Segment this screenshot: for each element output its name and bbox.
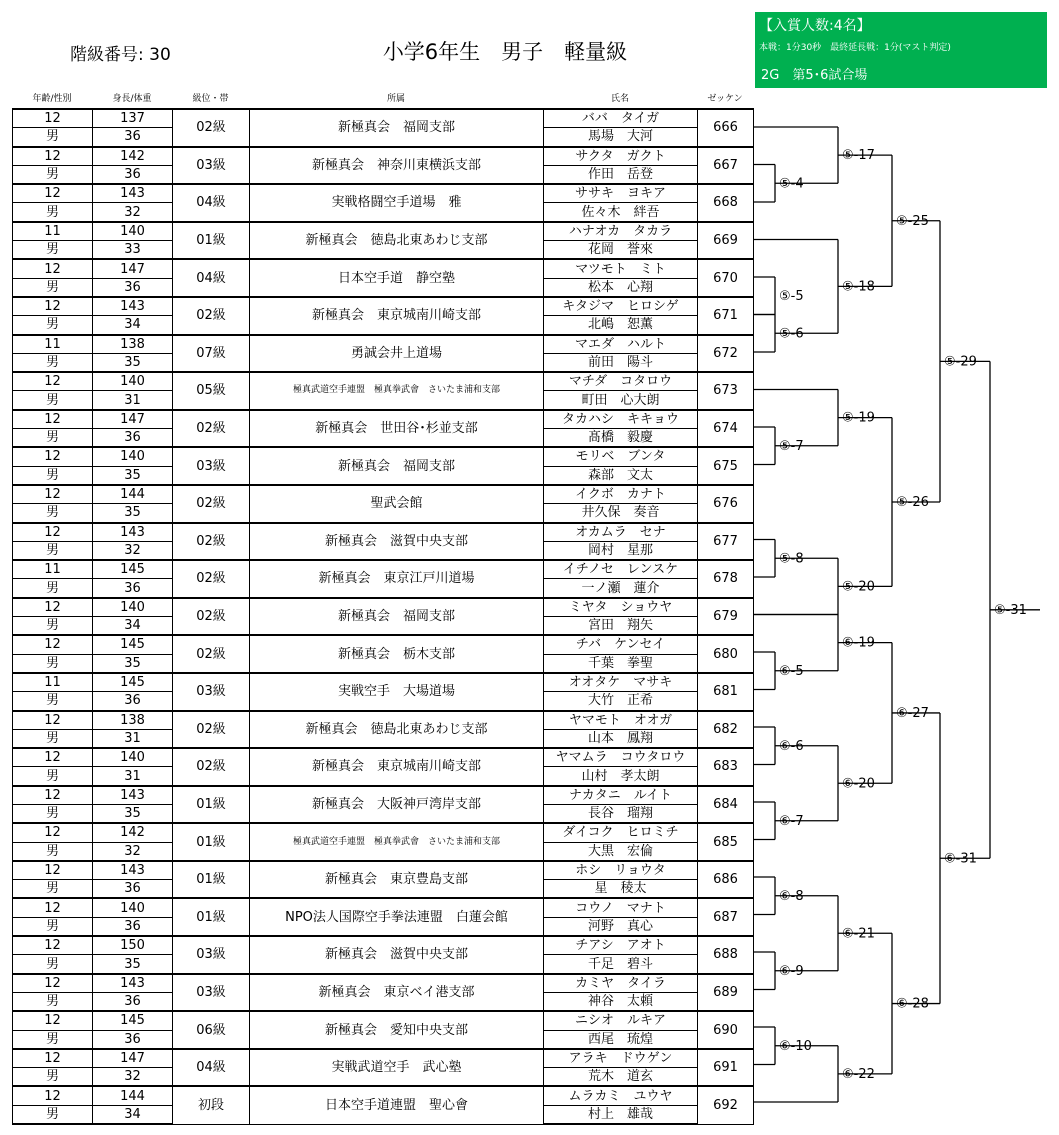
entry-weight: 35 — [93, 654, 173, 673]
entry-age: 12 — [13, 748, 93, 767]
entry-name-kana: ダイコク ヒロミチ — [544, 823, 698, 842]
entry-rank: 02級 — [173, 523, 250, 561]
entry-age: 12 — [13, 523, 93, 542]
col-header-affiliation: 所属 — [386, 94, 405, 104]
prize-count: 【入賞人数:4名】 — [759, 18, 871, 34]
entry-affiliation: 極真武道空手連盟 極真拳武會 さいたま浦和支部 — [250, 823, 544, 861]
entry-name-kanji: 井久保 奏音 — [544, 504, 698, 523]
match-label-m-5-20: ⑤-20 — [842, 579, 875, 595]
entry-rank: 04級 — [173, 184, 250, 222]
match-label-m-5-8: ⑤-8 — [779, 551, 804, 567]
entry-age: 12 — [13, 936, 93, 955]
entry-height: 140 — [93, 447, 173, 466]
entry-bib: 666 — [698, 109, 754, 147]
entry-weight: 36 — [93, 278, 173, 297]
entry-bib: 681 — [698, 673, 754, 711]
entry-weight: 36 — [93, 128, 173, 147]
entry-height: 138 — [93, 335, 173, 354]
entry-sex: 男 — [13, 391, 93, 410]
entry-bib: 680 — [698, 635, 754, 673]
entry-height: 142 — [93, 823, 173, 842]
entry-sex: 男 — [13, 880, 93, 899]
entry-rank: 06級 — [173, 1011, 250, 1049]
entry-name-kanji: 花岡 誉來 — [544, 241, 698, 260]
entry-bib: 687 — [698, 898, 754, 936]
entry-rank: 02級 — [173, 560, 250, 598]
entry-affiliation: 新極真会 東京ベイ港支部 — [250, 974, 544, 1012]
entry-bib: 689 — [698, 974, 754, 1012]
entry-weight: 36 — [93, 165, 173, 184]
entry-age: 12 — [13, 711, 93, 730]
entry-age: 12 — [13, 861, 93, 880]
entry-height: 137 — [93, 109, 173, 128]
match-label-m-6-31b: ⑥-31 — [944, 851, 977, 867]
entry-bib: 691 — [698, 1049, 754, 1087]
match-label-m-5-26: ⑤-26 — [896, 495, 929, 510]
entry-height: 150 — [93, 936, 173, 955]
entry-affiliation: 新極真会 東京城南川崎支部 — [250, 297, 544, 335]
entry-age: 12 — [13, 1049, 93, 1068]
entry-name-kana: ミヤタ ショウヤ — [544, 598, 698, 617]
entry-weight: 34 — [93, 1105, 173, 1124]
entry-sex: 男 — [13, 165, 93, 184]
entry-age: 12 — [13, 485, 93, 504]
class-number-value: 30 — [149, 45, 171, 65]
entry-rank: 02級 — [173, 635, 250, 673]
entry-affiliation: 聖武会館 — [250, 485, 544, 523]
match-rules: 本戦：1分30秒 最終延長戦：1分(マスト判定) — [759, 43, 951, 53]
entry-weight: 36 — [93, 917, 173, 936]
entry-affiliation: 新極真会 福岡支部 — [250, 109, 544, 147]
entry-name-kana: サクタ ガクト — [544, 147, 698, 166]
entry-height: 143 — [93, 184, 173, 203]
entry-age: 12 — [13, 898, 93, 917]
entry-name-kana: ババ タイガ — [544, 109, 698, 128]
entry-bib: 683 — [698, 748, 754, 786]
entry-bib: 669 — [698, 222, 754, 260]
entry-name-kanji: 河野 真心 — [544, 917, 698, 936]
class-number-label: 階級番号: — [70, 45, 144, 65]
venue: 2G 第5･6試合場 — [761, 68, 868, 83]
col-header-height-weight: 身長/体重 — [112, 94, 152, 104]
entry-affiliation: 日本空手道 静空塾 — [250, 259, 544, 297]
entry-name-kanji: 髙橋 毅慶 — [544, 429, 698, 448]
entry-sex: 男 — [13, 579, 93, 598]
entry-weight: 32 — [93, 541, 173, 560]
entry-name-kanji: 北嶋 恕薫 — [544, 316, 698, 335]
entry-affiliation: 新極真会 東京城南川崎支部 — [250, 748, 544, 786]
entry-rank: 02級 — [173, 109, 250, 147]
entry-rank: 01級 — [173, 222, 250, 260]
entry-name-kana: ササキ ヨキア — [544, 184, 698, 203]
entry-rank: 01級 — [173, 823, 250, 861]
match-label-m-6-5: ⑥-5 — [779, 663, 804, 679]
entry-name-kana: モリベ ブンタ — [544, 447, 698, 466]
entry-rank: 01級 — [173, 861, 250, 899]
entry-rank: 02級 — [173, 485, 250, 523]
entry-age: 12 — [13, 372, 93, 391]
entry-height: 144 — [93, 1086, 173, 1105]
entry-name-kanji: 千足 碧斗 — [544, 955, 698, 974]
entry-affiliation: 実戦格闘空手道場 雅 — [250, 184, 544, 222]
match-label-m-6-20: ⑥-20 — [842, 776, 875, 792]
entry-rank: 03級 — [173, 673, 250, 711]
entry-rank: 01級 — [173, 898, 250, 936]
entry-age: 11 — [13, 335, 93, 354]
entry-bib: 685 — [698, 823, 754, 861]
entry-affiliation: 新極真会 世田谷･杉並支部 — [250, 410, 544, 448]
match-label-m-6-21: ⑥-21 — [842, 926, 875, 942]
entry-weight: 36 — [93, 429, 173, 448]
entry-sex: 男 — [13, 1068, 93, 1087]
entry-bib: 690 — [698, 1011, 754, 1049]
entry-rank: 03級 — [173, 447, 250, 485]
entry-bib: 667 — [698, 147, 754, 185]
entry-age: 12 — [13, 598, 93, 617]
entry-name-kana: マツモト ミト — [544, 259, 698, 278]
entry-name-kanji: 村上 雄哉 — [544, 1105, 698, 1124]
col-header-age-sex: 年齢/性別 — [32, 94, 72, 104]
entry-rank: 初段 — [173, 1086, 250, 1124]
entry-height: 140 — [93, 598, 173, 617]
entry-height: 143 — [93, 786, 173, 805]
match-label-m-6-6: ⑥-6 — [779, 738, 804, 754]
entry-name-kana: オオタケ マサキ — [544, 673, 698, 692]
match-label-m-5-6: ⑤-6 — [779, 326, 804, 342]
entry-weight: 32 — [93, 1068, 173, 1087]
entry-age: 12 — [13, 1086, 93, 1105]
entry-bib: 692 — [698, 1086, 754, 1124]
entry-height: 145 — [93, 560, 173, 579]
entry-affiliation: 新極真会 徳島北東あわじ支部 — [250, 711, 544, 749]
entry-sex: 男 — [13, 955, 93, 974]
entry-height: 147 — [93, 259, 173, 278]
entry-affiliation: 新極真会 愛知中央支部 — [250, 1011, 544, 1049]
entry-rank: 01級 — [173, 786, 250, 824]
entry-name-kana: ニシオ ルキア — [544, 1011, 698, 1030]
entry-name-kanji: 岡村 星那 — [544, 541, 698, 560]
entry-rank: 02級 — [173, 410, 250, 448]
entry-name-kana: オカムラ セナ — [544, 523, 698, 542]
entry-name-kana: イクボ カナト — [544, 485, 698, 504]
entry-name-kana: ムラカミ ユウヤ — [544, 1086, 698, 1105]
entry-affiliation: 勇誠会井上道場 — [250, 335, 544, 373]
entry-sex: 男 — [13, 128, 93, 147]
entry-sex: 男 — [13, 804, 93, 823]
entry-affiliation: 新極真会 東京豊島支部 — [250, 861, 544, 899]
entry-name-kana: マエダ ハルト — [544, 335, 698, 354]
entry-bib: 677 — [698, 523, 754, 561]
entry-sex: 男 — [13, 353, 93, 372]
entry-bib: 673 — [698, 372, 754, 410]
entry-name-kana: キタジマ ヒロシゲ — [544, 297, 698, 316]
match-label-m-5-29: ⑤-29 — [944, 354, 977, 370]
entry-bib: 688 — [698, 936, 754, 974]
entry-affiliation: 新極真会 神奈川東横浜支部 — [250, 147, 544, 185]
entry-sex: 男 — [13, 1030, 93, 1049]
entry-weight: 36 — [93, 692, 173, 711]
entry-name-kana: カミヤ タイラ — [544, 974, 698, 993]
match-label-m-5-31: ⑤-31 — [994, 602, 1027, 618]
entry-age: 12 — [13, 297, 93, 316]
entry-height: 145 — [93, 635, 173, 654]
match-label-m-6-19: ⑥-19 — [842, 635, 875, 651]
entry-affiliation: 新極真会 徳島北東あわじ支部 — [250, 222, 544, 260]
match-label-m-5-19: ⑤-19 — [842, 410, 875, 426]
entry-rank: 02級 — [173, 748, 250, 786]
entry-name-kanji: 馬場 大河 — [544, 128, 698, 147]
entry-weight: 31 — [93, 391, 173, 410]
entry-age: 11 — [13, 560, 93, 579]
entry-height: 140 — [93, 748, 173, 767]
entry-sex: 男 — [13, 917, 93, 936]
entry-age: 12 — [13, 823, 93, 842]
entry-height: 140 — [93, 222, 173, 241]
entry-name-kanji: 荒木 道玄 — [544, 1068, 698, 1087]
entry-name-kanji: 山村 孝太朗 — [544, 767, 698, 786]
entry-name-kanji: 松本 心翔 — [544, 278, 698, 297]
entry-name-kana: コウノ マナト — [544, 898, 698, 917]
entry-weight: 35 — [93, 353, 173, 372]
entry-weight: 31 — [93, 767, 173, 786]
entry-affiliation: 実戦武道空手 武心塾 — [250, 1049, 544, 1087]
entry-name-kanji: 宮田 翔矢 — [544, 617, 698, 636]
entry-weight: 35 — [93, 955, 173, 974]
entry-sex: 男 — [13, 617, 93, 636]
entry-weight: 34 — [93, 316, 173, 335]
entry-rank: 02級 — [173, 297, 250, 335]
entry-age: 12 — [13, 259, 93, 278]
entry-bib: 668 — [698, 184, 754, 222]
entry-weight: 36 — [93, 1030, 173, 1049]
entry-bib: 676 — [698, 485, 754, 523]
entry-affiliation: 新極真会 滋賀中央支部 — [250, 523, 544, 561]
entry-rank: 02級 — [173, 711, 250, 749]
entry-affiliation: 新極真会 栃木支部 — [250, 635, 544, 673]
entry-sex: 男 — [13, 466, 93, 485]
entry-weight: 35 — [93, 504, 173, 523]
col-header-bib: ゼッケン — [707, 94, 743, 104]
entry-name-kana: アラキ ドウゲン — [544, 1049, 698, 1068]
match-label-m-5-5: ⑤-5 — [779, 288, 804, 304]
entry-sex: 男 — [13, 241, 93, 260]
entry-weight: 35 — [93, 466, 173, 485]
entry-name-kana: ホシ リョウタ — [544, 861, 698, 880]
entry-name-kanji: 作田 岳登 — [544, 165, 698, 184]
entry-height: 143 — [93, 974, 173, 993]
entry-affiliation: NPO法人国際空手拳法連盟 白蓮会館 — [250, 898, 544, 936]
entry-height: 147 — [93, 410, 173, 429]
entry-sex: 男 — [13, 1105, 93, 1124]
entry-age: 12 — [13, 635, 93, 654]
match-label-m-5-7: ⑤-7 — [779, 438, 804, 454]
entry-name-kanji: 大黒 宏倫 — [544, 842, 698, 861]
entry-height: 138 — [93, 711, 173, 730]
entry-bib: 678 — [698, 560, 754, 598]
entry-sex: 男 — [13, 316, 93, 335]
entry-name-kanji: 山本 鳳翔 — [544, 729, 698, 748]
entry-age: 12 — [13, 109, 93, 128]
entry-bib: 684 — [698, 786, 754, 824]
entry-bib: 682 — [698, 711, 754, 749]
entry-name-kana: チアシ アオト — [544, 936, 698, 955]
entry-sex: 男 — [13, 729, 93, 748]
entry-height: 142 — [93, 147, 173, 166]
entry-name-kana: ハナオカ タカラ — [544, 222, 698, 241]
entry-age: 11 — [13, 222, 93, 241]
col-header-name: 氏名 — [610, 94, 629, 104]
entry-bib: 671 — [698, 297, 754, 335]
entry-bib: 675 — [698, 447, 754, 485]
entry-affiliation: 新極真会 滋賀中央支部 — [250, 936, 544, 974]
entry-name-kanji: 前田 陽斗 — [544, 353, 698, 372]
entry-name-kana: ナカタニ ルイト — [544, 786, 698, 805]
col-header-rank: 級位・帯 — [192, 94, 229, 104]
entry-name-kanji: 大竹 正希 — [544, 692, 698, 711]
entry-affiliation: 極真武道空手連盟 極真拳武會 さいたま浦和支部 — [250, 372, 544, 410]
entry-age: 12 — [13, 147, 93, 166]
entry-name-kanji: 星 稜太 — [544, 880, 698, 899]
entry-name-kanji: 神谷 太頼 — [544, 992, 698, 1011]
entry-rank: 03級 — [173, 147, 250, 185]
entry-name-kanji: 千葉 拳聖 — [544, 654, 698, 673]
entry-age: 12 — [13, 184, 93, 203]
entry-sex: 男 — [13, 541, 93, 560]
entry-sex: 男 — [13, 203, 93, 222]
entry-affiliation: 日本空手道連盟 聖心會 — [250, 1086, 544, 1124]
entry-height: 143 — [93, 861, 173, 880]
entry-name-kana: マチダ コタロウ — [544, 372, 698, 391]
entry-bib: 679 — [698, 598, 754, 636]
entry-age: 12 — [13, 447, 93, 466]
entry-rank: 04級 — [173, 1049, 250, 1087]
entry-affiliation: 新極真会 福岡支部 — [250, 598, 544, 636]
entry-affiliation: 新極真会 東京江戸川道場 — [250, 560, 544, 598]
entry-weight: 36 — [93, 880, 173, 899]
entry-sex: 男 — [13, 842, 93, 861]
entry-name-kana: イチノセ レンスケ — [544, 560, 698, 579]
entry-weight: 34 — [93, 617, 173, 636]
match-label-m-5-4: ⑤-4 — [779, 176, 804, 192]
entry-affiliation: 新極真会 福岡支部 — [250, 447, 544, 485]
entry-sex: 男 — [13, 429, 93, 448]
entry-weight: 31 — [93, 729, 173, 748]
entry-name-kanji: 佐々木 絆吾 — [544, 203, 698, 222]
entry-sex: 男 — [13, 767, 93, 786]
entry-sex: 男 — [13, 692, 93, 711]
match-label-m-6-10: ⑥-10 — [779, 1038, 812, 1054]
entry-rank: 03級 — [173, 974, 250, 1012]
entry-height: 140 — [93, 372, 173, 391]
match-label-m-5-18: ⑤-18 — [842, 279, 875, 295]
entry-rank: 05級 — [173, 372, 250, 410]
match-label-m-6-9: ⑥-9 — [779, 963, 804, 979]
entry-name-kana: タカハシ キキョウ — [544, 410, 698, 429]
match-label-m-6-27: ⑥-27 — [896, 705, 929, 721]
match-label-m-5-25: ⑤-25 — [896, 213, 929, 229]
entry-name-kanji: 町田 心大朗 — [544, 391, 698, 410]
entry-name-kana: ヤマムラ コウタロウ — [544, 748, 698, 767]
entry-height: 140 — [93, 898, 173, 917]
entry-age: 12 — [13, 1011, 93, 1030]
entry-height: 143 — [93, 297, 173, 316]
entry-sex: 男 — [13, 504, 93, 523]
entry-weight: 33 — [93, 241, 173, 260]
match-label-m-6-7: ⑥-7 — [779, 813, 804, 829]
entry-weight: 36 — [93, 579, 173, 598]
entry-weight: 35 — [93, 804, 173, 823]
match-label-m-6-28: ⑥-28 — [896, 996, 929, 1012]
entry-sex: 男 — [13, 654, 93, 673]
entry-affiliation: 実戦空手 大場道場 — [250, 673, 544, 711]
entry-name-kana: チバ ケンセイ — [544, 635, 698, 654]
entry-age: 11 — [13, 673, 93, 692]
entry-name-kanji: 長谷 瑠翔 — [544, 804, 698, 823]
entry-bib: 672 — [698, 335, 754, 373]
page-title: 小学6年生 男子 軽量級 — [382, 40, 628, 64]
entry-weight: 36 — [93, 992, 173, 1011]
entry-rank: 03級 — [173, 936, 250, 974]
entry-weight: 32 — [93, 842, 173, 861]
entry-name-kanji: 一ノ瀬 蓮介 — [544, 579, 698, 598]
entry-rank: 07級 — [173, 335, 250, 373]
entry-age: 12 — [13, 410, 93, 429]
entry-name-kanji: 西尾 琉煌 — [544, 1030, 698, 1049]
entry-height: 147 — [93, 1049, 173, 1068]
entry-rank: 04級 — [173, 259, 250, 297]
entry-affiliation: 新極真会 大阪神戸湾岸支部 — [250, 786, 544, 824]
match-label-m-5-17: ⑤-17 — [842, 148, 875, 164]
match-label-m-6-8: ⑥-8 — [779, 888, 804, 904]
entry-name-kana: ヤマモト オオガ — [544, 711, 698, 730]
entry-rank: 02級 — [173, 598, 250, 636]
entry-age: 12 — [13, 786, 93, 805]
match-label-m-6-22: ⑥-22 — [842, 1066, 875, 1082]
entry-height: 143 — [93, 523, 173, 542]
entry-age: 12 — [13, 974, 93, 993]
entry-bib: 686 — [698, 861, 754, 899]
entry-sex: 男 — [13, 992, 93, 1011]
entry-bib: 674 — [698, 410, 754, 448]
entry-height: 145 — [93, 673, 173, 692]
entry-sex: 男 — [13, 278, 93, 297]
entry-weight: 32 — [93, 203, 173, 222]
entry-name-kanji: 森部 文太 — [544, 466, 698, 485]
entry-bib: 670 — [698, 259, 754, 297]
entry-height: 144 — [93, 485, 173, 504]
entry-height: 145 — [93, 1011, 173, 1030]
